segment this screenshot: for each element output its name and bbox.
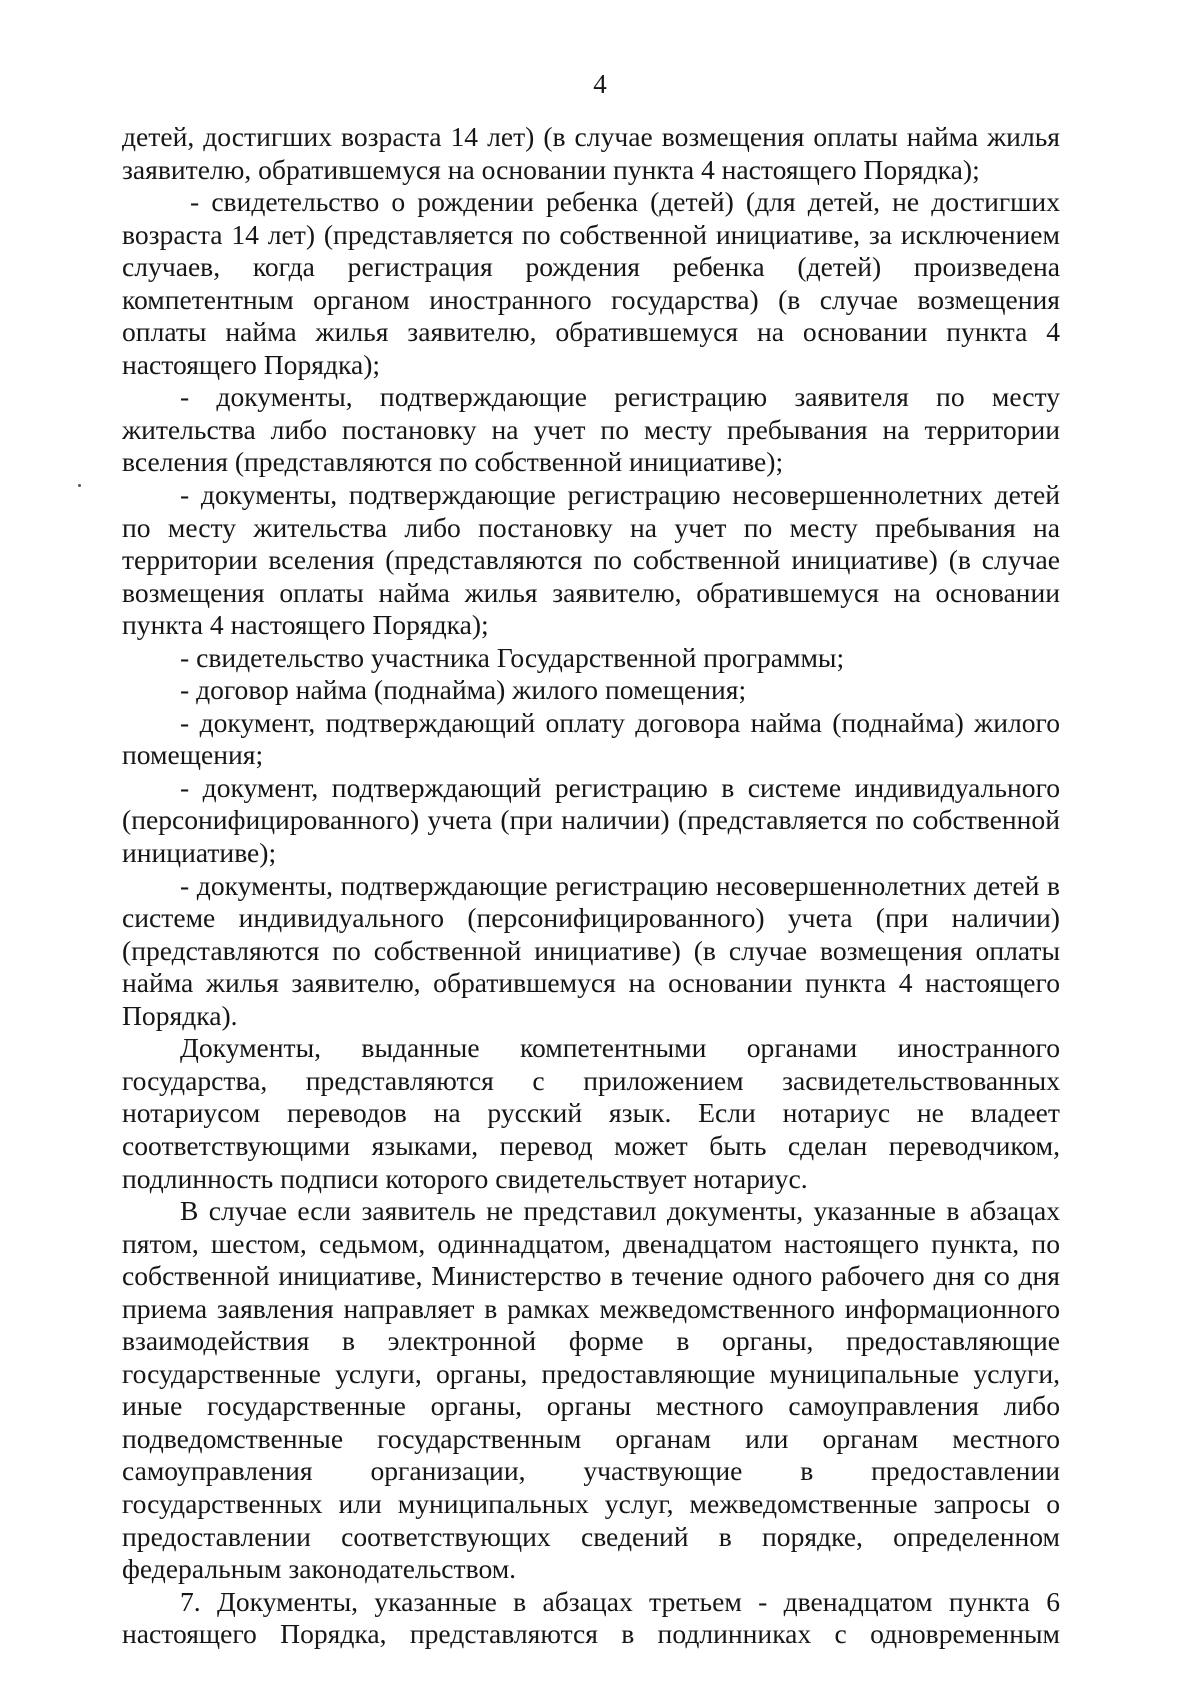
paragraph-continuation: детей, достигших возраста 14 лет) (в случае возмещения оплаты найма жилья заявителю, обратившемуся на основании пункта 4 настоящего Порядка);: [122, 121, 1060, 185]
paragraph-children-registration: - документы, подтверждающие регистрацию несовершеннолетних детей по месту жительства либо постановку на учет по месту пребывания на территории вселения (представляются по собственной инициативе) (в случае возмещения оплаты найма жилья заявителю, обратившемуся на основании пункта 4 настоящего Порядка);: [122, 479, 1060, 641]
paragraph-personal-accounting: - документ, подтверждающий регистрацию в системе индивидуального (персонифицированного) учета (при наличии) (представляется по собственной инициативе);: [122, 771, 1060, 869]
paragraph-children-accounting: - документы, подтверждающие регистрацию несовершеннолетних детей в системе индивидуального (персонифицированного) учета (при наличии) (представляются по собственной инициативе) (в случае возмещения оплаты найма жилья заявителю, обратившемуся на основании пункта 4 настоящего Порядка).: [122, 869, 1060, 1031]
paragraph-participant-certificate: - свидетельство участника Государственной программы;: [180, 641, 845, 673]
scan-speck: [78, 484, 81, 487]
paragraph-birth-certificate: - свидетельство о рождении ребенка (детей) (для детей, не достигших возраста 14 лет) (представляется по собственной инициативе, за исключением случаев, когда регистрация рождения ребенка (детей) произведена компетентным органом иностранного государства) (в случае возмещения оплаты найма жилья заявителю, обратившемуся на основании пункта 4 настоящего Порядка);: [122, 186, 1060, 380]
paragraph-lease-agreement: - договор найма (поднайма) жилого помещения;: [180, 674, 747, 706]
paragraph-foreign-documents: Документы, выданные компетентными органами иностранного государства, представляются с приложением засвидетельствованных нотариусом переводов на русский язык. Если нотариус не владеет соответствующими языками, перевод может быть сделан переводчиком, подлинность подписи которого свидетельствует нотариус.: [122, 1032, 1060, 1194]
paragraph-applicant-registration: - документы, подтверждающие регистрацию заявителя по месту жительства либо постановку на учет по месту пребывания на территории вселения (представляются по собственной инициативе);: [122, 381, 1060, 478]
paragraph-lease-payment: - документ, подтверждающий оплату договора найма (поднайма) жилого помещения;: [122, 706, 1060, 771]
paragraph-interagency-requests: В случае если заявитель не представил документы, указанные в абзацах пятом, шестом, седьмом, одиннадцатом, двенадцатом настоящего пункта, по собственной инициативе, Министерство в течение одного рабочего дня со дня приема заявления направляет в рамках межведомственного информационного взаимодействия в электронной форме в органы, предоставляющие государственные услуги, органы, предоставляющие муниципальные услуги, иные государственные органы, органы местного самоуправления либо подведомственные государственным органам или органам местного самоуправления организации, участвующие в предоставлении государственных или муниципальных услуг, межведомственные запросы о предоставлении соответствующих сведений в порядке, определенном федеральным законодательством.: [122, 1195, 1060, 1585]
page-number: 4: [593, 69, 607, 99]
paragraph-item-7: 7. Документы, указанные в абзацах третьем - двенадцатом пункта 6 настоящего Порядка, представляются в подлинниках с одновременным: [122, 1585, 1060, 1650]
document-body: [122, 121, 1060, 1651]
